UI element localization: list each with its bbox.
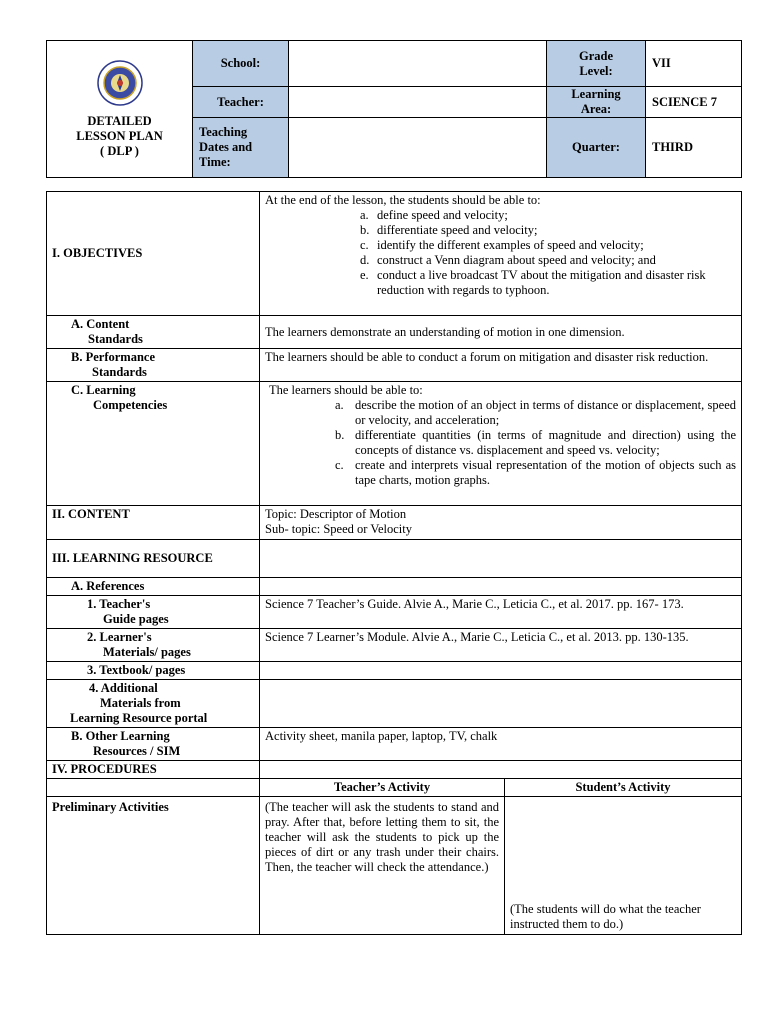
objective-text: construct a Venn diagram about speed and velocity; and <box>377 253 656 267</box>
learning-resource-row <box>47 540 742 578</box>
other-resources-row <box>47 728 742 761</box>
textbook-row <box>47 662 742 680</box>
teachers-guide-label-line-2: Guide pages <box>103 612 169 626</box>
performance-standards-text: The learners should be able to conduct a forum on mitigation and disaster risk reduction. <box>260 349 742 382</box>
objective-item <box>265 238 736 253</box>
learning-resource-label: III. LEARNING RESOURCE <box>47 540 260 578</box>
procedures-row <box>47 761 742 779</box>
content-text <box>260 506 742 540</box>
learners-materials-label-line-2: Materials/ pages <box>103 645 191 659</box>
teaching-dates-value <box>289 118 547 178</box>
learning-area-label <box>547 87 646 118</box>
content-row <box>47 506 742 540</box>
content-label: II. CONTENT <box>47 506 260 540</box>
header-table <box>46 40 742 178</box>
textbook-label: 3. Textbook/ pages <box>47 662 260 680</box>
objectives-list <box>265 208 736 298</box>
plan-title-cell <box>47 41 193 178</box>
references-text <box>260 578 742 596</box>
objective-item <box>265 208 736 223</box>
learners-materials-text: Science 7 Learner’s Module. Alvie A., Marie C., Leticia C., et al. 2013. pp. 130-135. <box>260 629 742 662</box>
content-topic: Topic: Descriptor of Motion <box>265 507 407 521</box>
learning-area-value: SCIENCE 7 <box>646 87 742 118</box>
teacher-value <box>289 87 547 118</box>
quarter-label: Quarter: <box>547 118 646 178</box>
objective-marker: c. <box>360 238 369 252</box>
content-standards-label-line-1: A. Content <box>71 317 130 331</box>
objective-item <box>265 268 736 298</box>
objective-text: define speed and velocity; <box>377 208 508 222</box>
teachers-guide-text: Science 7 Teacher’s Guide. Alvie A., Marie C., Leticia C., et al. 2017. pp. 167- 173. <box>260 596 742 629</box>
references-label: A. References <box>47 578 260 596</box>
additional-label-line-2: Materials from <box>100 696 181 710</box>
performance-standards-label <box>47 349 260 382</box>
competency-marker: c. <box>335 458 344 472</box>
school-label: School: <box>193 41 289 87</box>
additional-materials-label <box>47 680 260 728</box>
teachers-guide-row <box>47 596 742 629</box>
learners-materials-label <box>47 629 260 662</box>
objective-item <box>265 253 736 268</box>
competency-text: create and interprets visual representation of the motion of objects such as tape charts, motion graphs. <box>355 458 737 487</box>
competency-text: differentiate quantities (in terms of magnitude and direction) using the concepts of distance vs. displacement and speed vs. velocity; <box>355 428 737 457</box>
objectives-intro: At the end of the lesson, the students should be able to: <box>265 193 541 207</box>
competencies-label-line-1: C. Learning <box>71 383 136 397</box>
textbook-text <box>260 662 742 680</box>
competency-text: describe the motion of an object in terms of distance or displacement, speed or velocity, and acceleration; <box>355 398 737 427</box>
content-standards-label-line-2: Standards <box>88 332 143 346</box>
procedures-label: IV. PROCEDURES <box>47 761 260 779</box>
competency-item <box>265 428 736 458</box>
preliminary-activities-label: Preliminary Activities <box>47 797 260 935</box>
objective-text: conduct a live broadcast TV about the mitigation and disaster risk reduction with regards to typhoon. <box>377 268 706 297</box>
other-resources-label <box>47 728 260 761</box>
activity-header-row <box>47 779 742 797</box>
objectives-label: I. OBJECTIVES <box>47 192 260 316</box>
quarter-value: THIRD <box>646 118 742 178</box>
competency-item <box>265 398 736 428</box>
preliminary-activities-row <box>47 797 742 935</box>
plan-title-line-2: LESSON PLAN <box>76 128 163 143</box>
content-standards-label <box>47 316 260 349</box>
procedures-text <box>260 761 742 779</box>
objective-item <box>265 223 736 238</box>
competencies-list <box>265 398 736 488</box>
additional-label-line-3: Learning Resource portal <box>70 711 208 725</box>
objective-marker: d. <box>360 253 370 267</box>
content-standards-row <box>47 316 742 349</box>
plan-title-line-3: ( DLP ) <box>100 143 139 158</box>
grade-level-value: VII <box>646 41 742 87</box>
performance-standards-label-line-2: Standards <box>92 365 147 379</box>
competencies-row <box>47 382 742 506</box>
references-row <box>47 578 742 596</box>
objective-text: identify the different examples of speed and velocity; <box>377 238 644 252</box>
objective-text: differentiate speed and velocity; <box>377 223 538 237</box>
performance-standards-row <box>47 349 742 382</box>
learning-resource-text <box>260 540 742 578</box>
performance-standards-label-line-1: B. Performance <box>71 350 155 364</box>
other-resources-text: Activity sheet, manila paper, laptop, TV, chalk <box>260 728 742 761</box>
learners-materials-label-line-1: 2. Learner's <box>87 630 152 644</box>
activity-header-blank <box>47 779 260 797</box>
competencies-label-line-2: Competencies <box>93 398 168 412</box>
content-subtopic: Sub- topic: Speed or Velocity <box>265 522 412 536</box>
plan-title-line-1: DETAILED <box>87 113 152 128</box>
grade-label-line-2: Level: <box>579 63 613 78</box>
student-activity-header: Student’s Activity <box>505 779 742 797</box>
preliminary-teacher-activity: (The teacher will ask the students to stand and pray. After that, before letting them to sit, the teacher will ask the students to pick up the pieces of dirt or any trash under their chairs. Then, the teacher will check the attendance.) <box>260 797 505 935</box>
additional-materials-row <box>47 680 742 728</box>
learners-materials-row <box>47 629 742 662</box>
other-resources-label-line-1: B. Other Learning <box>71 729 170 743</box>
teachers-guide-label-line-1: 1. Teacher's <box>87 597 151 611</box>
objectives-row <box>47 192 742 316</box>
competency-marker: b. <box>335 428 345 442</box>
competencies-content <box>260 382 742 506</box>
teachers-guide-label <box>47 596 260 629</box>
competency-item <box>265 458 736 488</box>
competencies-label <box>47 382 260 506</box>
dates-label-line-3: Time: <box>199 155 231 169</box>
objective-marker: e. <box>360 268 369 282</box>
objective-marker: b. <box>360 223 370 237</box>
additional-label-line-1: 4. Additional <box>89 681 158 695</box>
dates-label-line-1: Teaching <box>199 125 248 139</box>
preliminary-student-activity: (The students will do what the teacher instructed them to do.) <box>505 797 742 935</box>
competency-marker: a. <box>335 398 344 412</box>
area-label-line-1: Learning <box>571 87 621 101</box>
content-standards-text: The learners demonstrate an understanding of motion in one dimension. <box>260 316 742 349</box>
deped-seal-icon <box>97 60 143 106</box>
dates-label-line-2: Dates and <box>199 140 253 154</box>
objectives-content <box>260 192 742 316</box>
teaching-dates-label <box>193 118 289 178</box>
additional-materials-text <box>260 680 742 728</box>
teacher-label: Teacher: <box>193 87 289 118</box>
area-label-line-2: Area: <box>580 102 612 116</box>
lesson-plan-table <box>46 191 742 935</box>
grade-label-line-1: Grade <box>578 48 614 63</box>
teacher-activity-header: Teacher’s Activity <box>260 779 505 797</box>
school-value <box>289 41 547 87</box>
competencies-intro: The learners should be able to: <box>269 383 423 397</box>
objective-marker: a. <box>360 208 369 222</box>
other-resources-label-line-2: Resources / SIM <box>93 744 181 758</box>
grade-level-label <box>547 41 646 87</box>
